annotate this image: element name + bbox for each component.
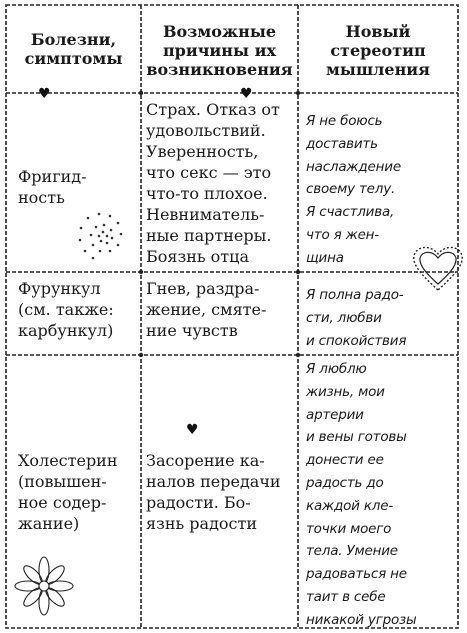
table-row-pattern [306,110,456,270]
table-row-pattern [306,284,456,352]
cell-line: донести ее [306,452,384,469]
cell-line: Страх. Отказ от [146,100,280,119]
cell-line: Уверенность, [146,142,259,161]
header-new-pattern [298,22,458,79]
spiral-doodle-icon [79,213,123,260]
cell-line: удовольствий. [146,121,266,140]
table-row-cause [146,450,296,534]
cell-line: ние чувств [146,321,238,340]
cell-line: никакой угрозы [306,611,417,628]
cell-line: язнь радости [146,514,258,533]
cell-line: Засорение ка- [146,451,265,470]
cell-line: Я полна радо- [306,287,404,303]
cell-line: Я не боюсь [306,113,383,129]
cell-line: (см. также: [18,300,114,319]
cell-line: Я счастлива, [306,204,395,221]
header-line: причины их [162,41,277,60]
cell-line: таит в себе [306,588,386,605]
cell-line: Невниматель- [146,205,265,224]
table-row-cause [146,278,296,341]
cell-line: что секс — это [146,163,272,182]
cell-line: сти, любви [306,309,382,326]
cell-line: Гнев, раздра- [146,279,260,298]
cell-line: Фригид- [18,167,87,186]
cell-line: и спокойствия [306,332,407,349]
cell-line: каждой кле- [306,497,394,514]
cell-line: жизнь, мои [306,383,385,400]
heart-icon: ♥ [186,422,199,438]
header-line: возникновения [146,60,293,79]
cell-line: что я жен- [306,226,379,243]
table-row-cause [146,99,296,267]
table-row-symptom [18,166,138,208]
cell-line: Я люблю [306,361,367,377]
cell-line: артерии [306,406,364,423]
header-line: Болезни, [30,30,117,49]
table-row-symptom [18,278,138,341]
cell-line: доставить [306,135,378,152]
cell-line: и вены готовы [306,429,407,446]
cell-line: (повышен- [18,472,107,491]
header-line: стереотип [330,41,426,60]
table-row-pattern [306,358,456,632]
cell-line: ное содер- [18,493,107,512]
cell-line: радости. Бо- [146,493,251,512]
cell-line: своему телу. [306,181,396,198]
cell-line: жание) [18,514,80,533]
header-line: Возможные [162,22,277,41]
cell-line: Фурункул [18,279,101,298]
header-line: мышления [326,60,430,79]
cell-line: щина [306,249,344,266]
cell-line: ные партнеры. [146,226,272,245]
cell-line: ность [18,188,65,207]
cell-line: точки моего [306,520,392,537]
header-causes [141,22,298,79]
cell-line: тела. Умение [306,543,398,560]
cell-line: что-то плохое. [146,184,268,203]
cell-line: жение, смяте- [146,300,267,319]
header-line: симптомы [24,49,123,68]
header-symptoms [6,30,141,68]
cell-line: Холестерин [18,451,118,470]
cell-line: карбункул) [18,321,114,340]
cell-line: Боязнь отца [146,247,249,266]
cell-line: налов передачи [146,472,281,491]
flower-doodle-icon [15,557,73,615]
heart-icon: ♥ [38,86,51,102]
heart-icon: ♥ [240,86,253,102]
table-row-symptom [18,450,138,534]
cell-line: наслаждение [306,158,401,175]
cell-line: радость до [306,474,384,491]
cell-line: радоваться не [306,566,407,583]
header-line: Новый [345,22,411,41]
